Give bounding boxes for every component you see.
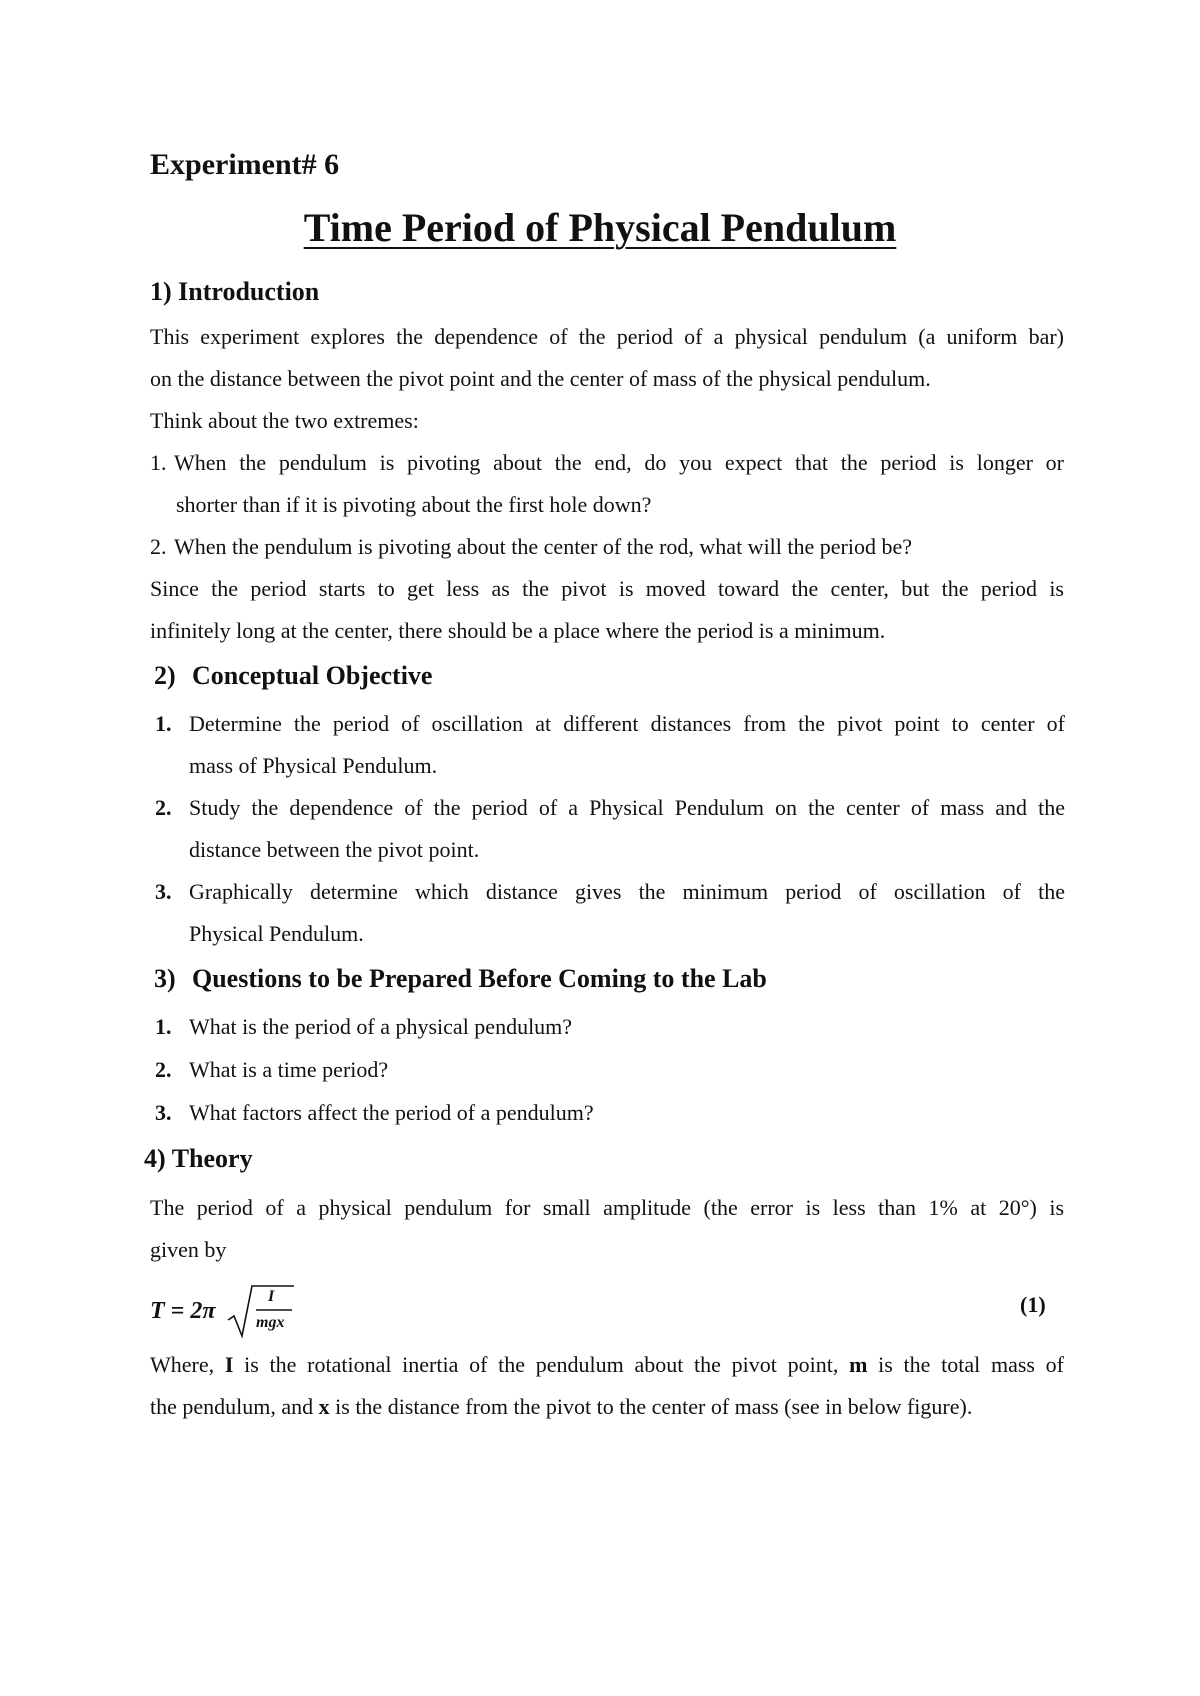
theory-line-2: given by <box>150 1237 227 1262</box>
objective-title: Conceptual Objective <box>192 661 433 690</box>
theory-where-line-1 <box>150 1354 1064 1380</box>
intro-line-2: on the distance between the pivot point and the center of mass of the physical pendulum. <box>150 366 931 391</box>
intro-item-2-number: 2. <box>150 534 167 559</box>
intro-line-3: Think about the two extremes: <box>150 408 419 433</box>
theory-line-1: The period of a physical pendulum for small amplitude (the error is less than 1% at 20°) is <box>150 1197 1064 1220</box>
intro-item-2 <box>150 536 912 558</box>
objective-item-2-number: 2. <box>155 797 172 820</box>
section-heading-objective <box>154 661 432 691</box>
intro-item-1 <box>150 452 1064 478</box>
intro-closing-1: Since the period starts to get less as the pivot is moved toward the center, but the period is <box>150 578 1064 601</box>
intro-item-1-cont: shorter than if it is pivoting about the first hole down? <box>176 492 652 517</box>
intro-closing-2: infinitely long at the center, there should be a place where the period is a minimum. <box>150 618 886 643</box>
section-heading-questions <box>154 964 767 994</box>
intro-item-1-text: When the pendulum is pivoting about the end, do you expect that the period is longer or <box>174 452 1064 475</box>
objective-item-3-text: Graphically determine which distance gives the minimum period of oscillation of the <box>189 881 1065 904</box>
symbol-mass: m <box>849 1354 868 1377</box>
theory-where-line-2 <box>150 1396 972 1418</box>
intro-item-1-number: 1. <box>150 452 167 475</box>
question-item-3 <box>155 1102 594 1124</box>
objective-item-2 <box>155 797 1065 823</box>
formula-numerator: I <box>268 1288 275 1305</box>
formula-lhs: T = 2π <box>150 1298 216 1324</box>
section-heading-theory: 4) Theory <box>144 1144 253 1173</box>
formula-denominator: mgx <box>256 1314 285 1331</box>
objective-item-2-text: Study the dependence of the period of a Physical Pendulum on the center of mass and the <box>189 797 1065 820</box>
equation-number: (1) <box>1020 1292 1046 1317</box>
objective-item-1-text: Determine the period of oscillation at different distances from the pivot point to center of <box>189 713 1065 736</box>
objective-item-1-cont: mass of Physical Pendulum. <box>189 753 438 778</box>
question-item-2 <box>155 1059 388 1081</box>
where-prefix: Where, <box>150 1354 225 1377</box>
question-item-1 <box>155 1016 572 1038</box>
section-heading-introduction: 1) Introduction <box>150 277 320 306</box>
objective-item-3 <box>155 881 1065 907</box>
question-item-1-text: What is the period of a physical pendulum? <box>189 1014 573 1039</box>
where-text-a: is the rotational inertia of the pendulum about the pivot point, <box>233 1354 850 1377</box>
question-item-2-text: What is a time period? <box>189 1057 389 1082</box>
question-item-2-number: 2. <box>155 1057 172 1082</box>
objective-number: 2) <box>154 661 176 690</box>
objective-item-3-number: 3. <box>155 881 172 904</box>
questions-title: Questions to be Prepared Before Coming to the Lab <box>192 964 767 993</box>
objective-item-2-cont: distance between the pivot point. <box>189 837 480 862</box>
page-title: Time Period of Physical Pendulum <box>303 205 897 250</box>
experiment-label: Experiment# 6 <box>150 148 340 181</box>
questions-number: 3) <box>154 964 176 993</box>
objective-item-1 <box>155 713 1065 739</box>
question-item-3-number: 3. <box>155 1100 172 1125</box>
symbol-inertia: I <box>224 1354 234 1377</box>
where-text-c: the pendulum, and <box>150 1394 319 1419</box>
where-text-d: is the distance from the pivot to the center of mass (see in below figure). <box>329 1394 973 1419</box>
question-item-3-text: What factors affect the period of a pendulum? <box>189 1100 594 1125</box>
intro-item-2-text: When the pendulum is pivoting about the center of the rod, what will the period be? <box>174 534 913 559</box>
symbol-distance: x <box>318 1394 330 1419</box>
intro-line-1: This experiment explores the dependence of the period of a physical pendulum (a uniform bar) <box>150 326 1064 349</box>
objective-item-3-cont: Physical Pendulum. <box>189 921 364 946</box>
where-text-b: is the total mass of <box>867 1354 1064 1377</box>
objective-item-1-number: 1. <box>155 713 172 736</box>
question-item-1-number: 1. <box>155 1014 172 1039</box>
